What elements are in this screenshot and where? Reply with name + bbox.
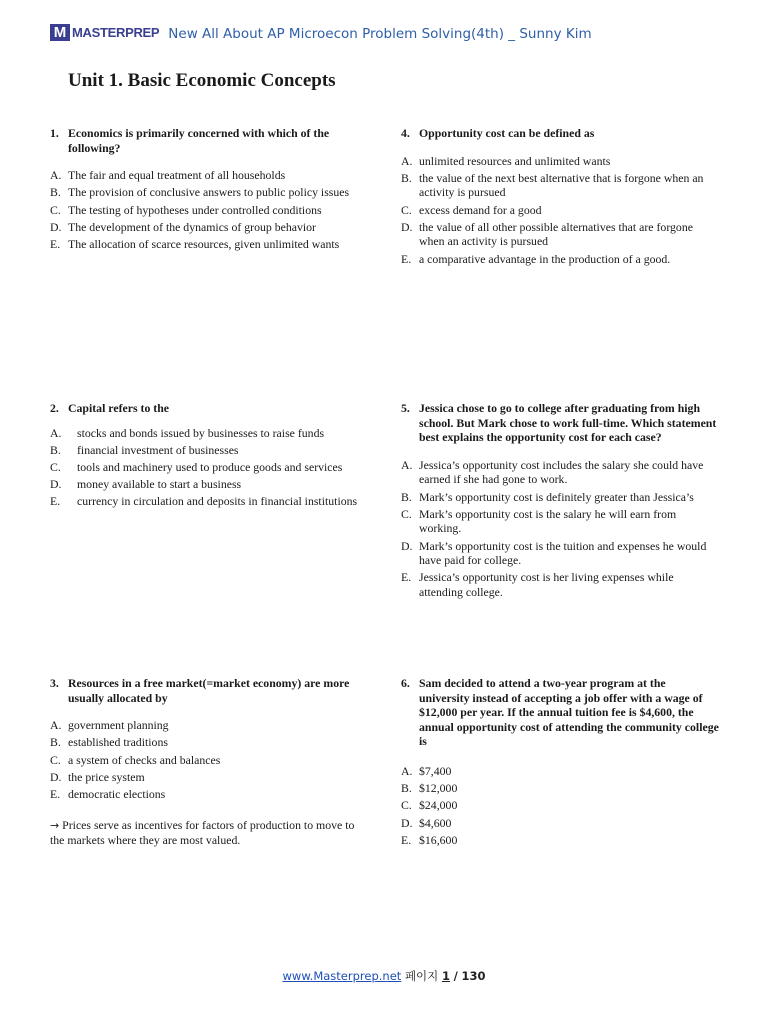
choice-e[interactable]: E. The allocation of scarce resources, given unlimited wants	[50, 236, 340, 251]
choice-c[interactable]: C. The testing of hypotheses under controlled conditions	[50, 202, 322, 217]
logo-text: MASTERPREP	[72, 24, 160, 40]
explanation-note	[50, 818, 365, 848]
choice-e[interactable]: E. currency in circulation and deposits in financial institutions	[50, 494, 358, 509]
choice-list	[401, 458, 719, 600]
choice-c[interactable]: C. tools and machinery used to produce goods and services	[50, 459, 343, 474]
choice-c[interactable]: C. $24,000	[401, 798, 458, 813]
choice-b[interactable]: B. the value of the next best alternative that is forgone when an activity is pursued	[401, 170, 704, 200]
right-arrow-icon: →	[50, 818, 60, 832]
choice-d[interactable]: D. The development of the dynamics of group behavior	[50, 219, 316, 234]
choice-e[interactable]: E. a comparative advantage in the production of a good.	[401, 251, 671, 266]
page-word: 페이지	[404, 969, 439, 983]
masterprep-logo	[50, 24, 159, 41]
choice-d[interactable]: D. the value of all other possible alternatives that are forgone when an activity is pursued	[401, 219, 693, 249]
choice-a[interactable]: A. $7,400	[401, 763, 452, 778]
question-stem: 5. Jessica chose to go to college after graduating from high school. But Mark chose to work full-time. Which statement best explains the opportunity cost for each case?	[401, 401, 717, 445]
choice-b[interactable]: B. established traditions	[50, 735, 168, 750]
page-footer	[0, 968, 768, 984]
choice-a[interactable]: A. unlimited resources and unlimited wants	[401, 153, 611, 168]
choice-e[interactable]: E. Jessica’s opportunity cost is her living expenses while attending college.	[401, 570, 674, 599]
book-title: New All About AP Microecon Problem Solving(4th) _ Sunny Kim	[168, 26, 592, 42]
choice-c[interactable]: C. excess demand for a good	[401, 202, 542, 217]
question-2	[50, 401, 365, 509]
unit-title: Unit 1. Basic Economic Concepts	[68, 70, 336, 91]
choice-b[interactable]: B. The provision of conclusive answers to public policy issues	[50, 185, 350, 200]
choice-a[interactable]: A. The fair and equal treatment of all households	[50, 168, 286, 183]
question-stem: 1. Economics is primarily concerned with which of the following?	[50, 126, 330, 155]
note-text: Prices serve as incentives for factors of production to move to the markets where they are most valued.	[50, 817, 355, 848]
choice-list	[50, 168, 365, 251]
choice-list	[401, 764, 719, 847]
question-stem: 2. Capital refers to the	[50, 401, 170, 415]
page-number: 1	[441, 969, 450, 983]
choice-a[interactable]: A. government planning	[50, 718, 169, 733]
masterprep-site-link[interactable]: www.Masterprep.net	[282, 969, 402, 983]
choice-d[interactable]: D. $4,600	[401, 815, 452, 830]
choice-e[interactable]: E. democratic elections	[50, 786, 166, 801]
choice-list	[401, 154, 719, 267]
page-total: 130	[461, 969, 486, 983]
choice-a[interactable]: A. stocks and bonds issued by businesses to raise funds	[50, 425, 325, 440]
question-1	[50, 126, 365, 252]
page-separator: /	[453, 969, 458, 983]
choice-c[interactable]: C. Mark’s opportunity cost is the salary he will earn from working.	[401, 506, 677, 536]
choice-a[interactable]: A. Jessica’s opportunity cost includes the salary she could have earned if she had gone to work.	[401, 457, 704, 487]
choice-d[interactable]: D. money available to start a business	[50, 477, 242, 492]
question-stem: 6. Sam decided to attend a two-year program at the university instead of accepting a job offer with a wage of $12,000 per year. If the annual tuition fee is $4,600, the annual opportunity cost of attending the community college is	[401, 676, 719, 749]
choice-d[interactable]: D. Mark’s opportunity cost is the tuition and expenses he would have paid for college.	[401, 538, 707, 568]
choice-c[interactable]: C. a system of checks and balances	[50, 752, 221, 767]
choice-d[interactable]: D. the price system	[50, 769, 145, 784]
question-5	[401, 401, 719, 600]
choice-b[interactable]: B. financial investment of businesses	[50, 442, 239, 457]
choice-list	[50, 718, 365, 801]
question-3	[50, 676, 365, 848]
choice-b[interactable]: B. Mark’s opportunity cost is definitely greater than Jessica’s	[401, 489, 694, 504]
page-header	[50, 22, 592, 42]
choice-e[interactable]: E. $16,600	[401, 832, 458, 847]
question-6	[401, 676, 719, 847]
question-stem: 4. Opportunity cost can be defined as	[401, 126, 595, 140]
question-4	[401, 126, 719, 266]
question-stem: 3. Resources in a free market(=market economy) are more usually allocated by	[50, 676, 350, 705]
choice-list	[50, 426, 365, 509]
logo-m-icon: M	[50, 24, 70, 41]
choice-b[interactable]: B. $12,000	[401, 781, 458, 796]
